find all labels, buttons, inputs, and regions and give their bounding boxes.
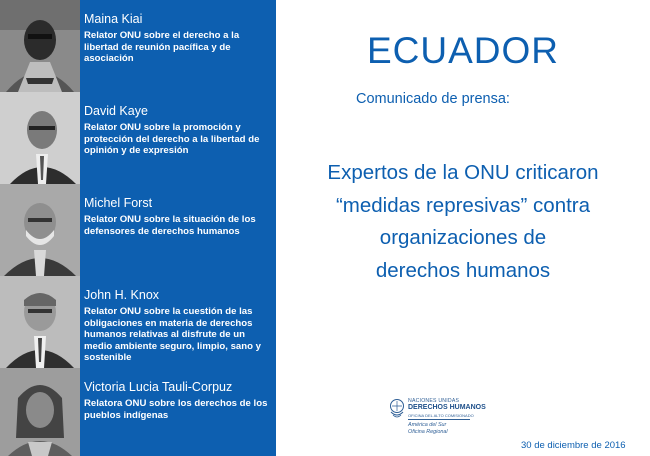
expert-item	[0, 276, 276, 368]
expert-name: Victoria Lucia Tauli-Corpuz	[84, 380, 233, 394]
logo-text-line: América del Sur	[408, 422, 447, 428]
expert-role: Relator ONU sobre la cuestión de las obligaciones en materia de derechos humanos relativas al disfrute de un medio ambiente seguro, limpio, sano y sostenible	[84, 306, 261, 364]
expert-name: John H. Knox	[84, 288, 160, 302]
expert-role: Relator ONU sobre la situación de los defensores de derechos humanos	[84, 214, 256, 237]
expert-photo	[0, 184, 80, 276]
expert-photo	[0, 276, 80, 368]
logo-text-line: DERECHOS HUMANOS	[408, 404, 486, 411]
expert-item	[0, 368, 276, 456]
page-title: ECUADOR	[366, 30, 560, 71]
headline-line: organizaciones de	[379, 226, 547, 249]
headline-line: derechos humanos	[375, 258, 551, 282]
expert-photo	[0, 92, 80, 184]
un-human-rights-logo	[388, 396, 498, 450]
expert-photo	[0, 0, 80, 92]
expert-item	[0, 92, 276, 184]
experts-panel	[0, 0, 276, 456]
expert-name: Maina Kiai	[84, 12, 143, 26]
logo-text-line: Oficina Regional	[408, 429, 448, 435]
expert-item	[0, 184, 276, 276]
headline-line: “medidas represivas” contra	[335, 193, 591, 217]
expert-role: Relator ONU sobre el derecho a la libertad de reunión pacífica y de asociación	[84, 30, 240, 65]
un-emblem-icon	[388, 398, 406, 420]
expert-role: Relator ONU sobre la promoción y protección del derecho a la libertad de opinión y de expresión	[84, 122, 260, 157]
headline-line: Expertos de la ONU criticaron	[327, 161, 599, 184]
expert-role: Relatora ONU sobre los derechos de los pueblos indígenas	[84, 398, 268, 421]
expert-name: David Kaye	[84, 104, 148, 118]
press-release-label: Comunicado de prensa:	[356, 91, 510, 107]
release-date: 30 de diciembre de 2016	[521, 440, 626, 451]
expert-photo	[0, 368, 80, 456]
headline	[276, 157, 650, 287]
logo-text-line: OFICINA DEL ALTO COMISIONADO	[408, 413, 474, 418]
expert-item	[0, 0, 276, 92]
logo-text-line: NACIONES UNIDAS	[408, 398, 460, 404]
logo-divider	[408, 419, 470, 420]
expert-name: Michel Forst	[84, 196, 153, 210]
